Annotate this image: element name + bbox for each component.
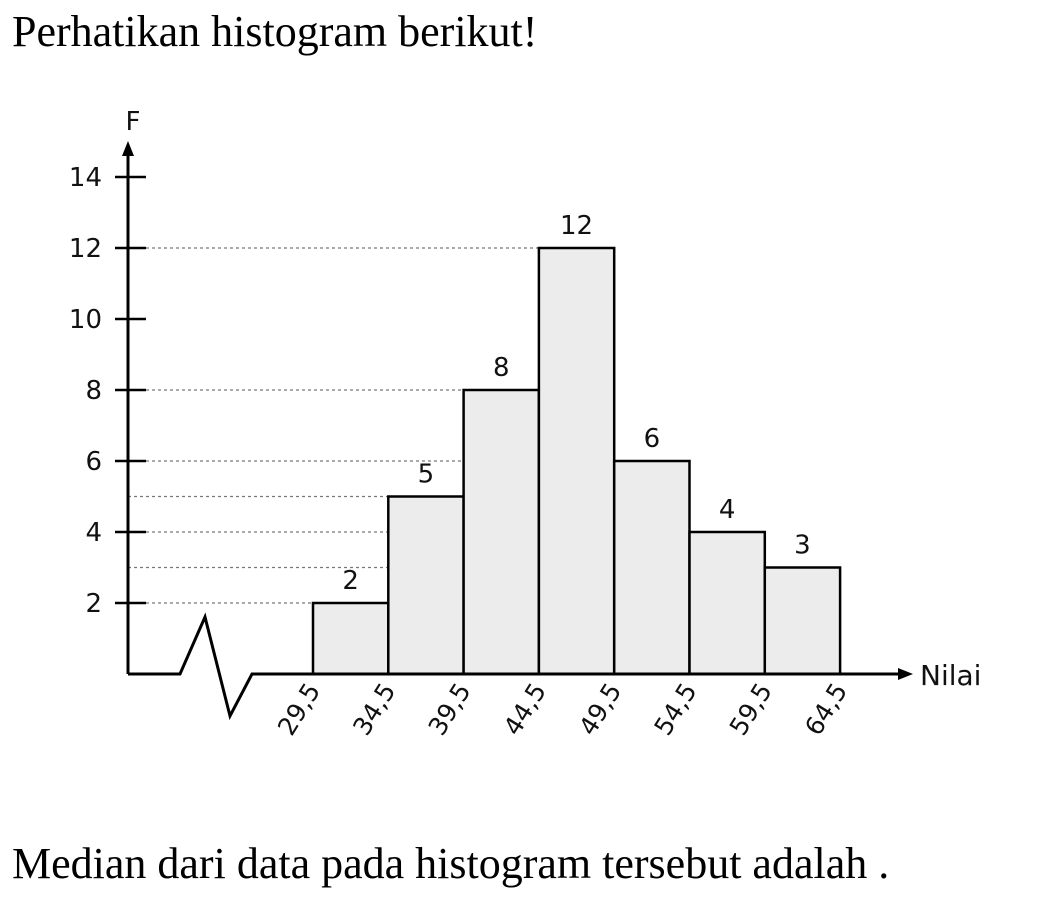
x-tick-label: 59,5: [723, 677, 778, 741]
y-tick-label: 12: [68, 234, 102, 264]
question-intro: Perhatikan histogram berikut!: [12, 7, 538, 56]
question-prompt: Median dari data pada histogram tersebut adalah .: [12, 839, 890, 888]
histogram-bar: [614, 461, 689, 674]
x-tick-label: 54,5: [648, 677, 703, 741]
bar-value-label: 12: [560, 211, 594, 241]
histogram-bar: [313, 603, 388, 674]
y-tick-label: 10: [68, 305, 102, 335]
x-tick-label: 44,5: [497, 677, 552, 741]
bar-value-label: 2: [342, 566, 359, 596]
x-tick-label: 39,5: [422, 677, 477, 741]
histogram-bar: [765, 568, 840, 675]
bar-value-label: 4: [718, 495, 736, 525]
y-tick-label: 4: [85, 518, 102, 548]
x-tick-label: 49,5: [573, 677, 628, 741]
x-axis-arrowhead: [898, 668, 913, 680]
y-tick-label: 14: [68, 163, 102, 193]
y-tick-label: 2: [85, 589, 102, 619]
x-axis-label: Nilai: [920, 659, 982, 692]
bar-value-label: 6: [643, 424, 661, 454]
y-axis-arrowhead: [122, 141, 134, 156]
y-axis-label: F: [125, 107, 141, 137]
y-ticks: [69, 163, 146, 619]
x-tick-label: 64,5: [799, 677, 854, 741]
histogram-bar: [539, 248, 614, 674]
y-tick-label: 6: [85, 447, 102, 477]
bar-value-label: 5: [417, 459, 435, 490]
bar-value-label: 8: [492, 353, 510, 383]
histogram-bar: [388, 497, 463, 675]
bar-value-label: 3: [794, 530, 811, 561]
x-tick-label: 34,5: [347, 677, 402, 741]
histogram-bar: [690, 532, 765, 674]
y-tick-label: 8: [85, 376, 102, 406]
x-ticks: [272, 678, 853, 741]
histogram-bar: [464, 390, 539, 674]
x-tick-label: 29,5: [271, 677, 327, 741]
